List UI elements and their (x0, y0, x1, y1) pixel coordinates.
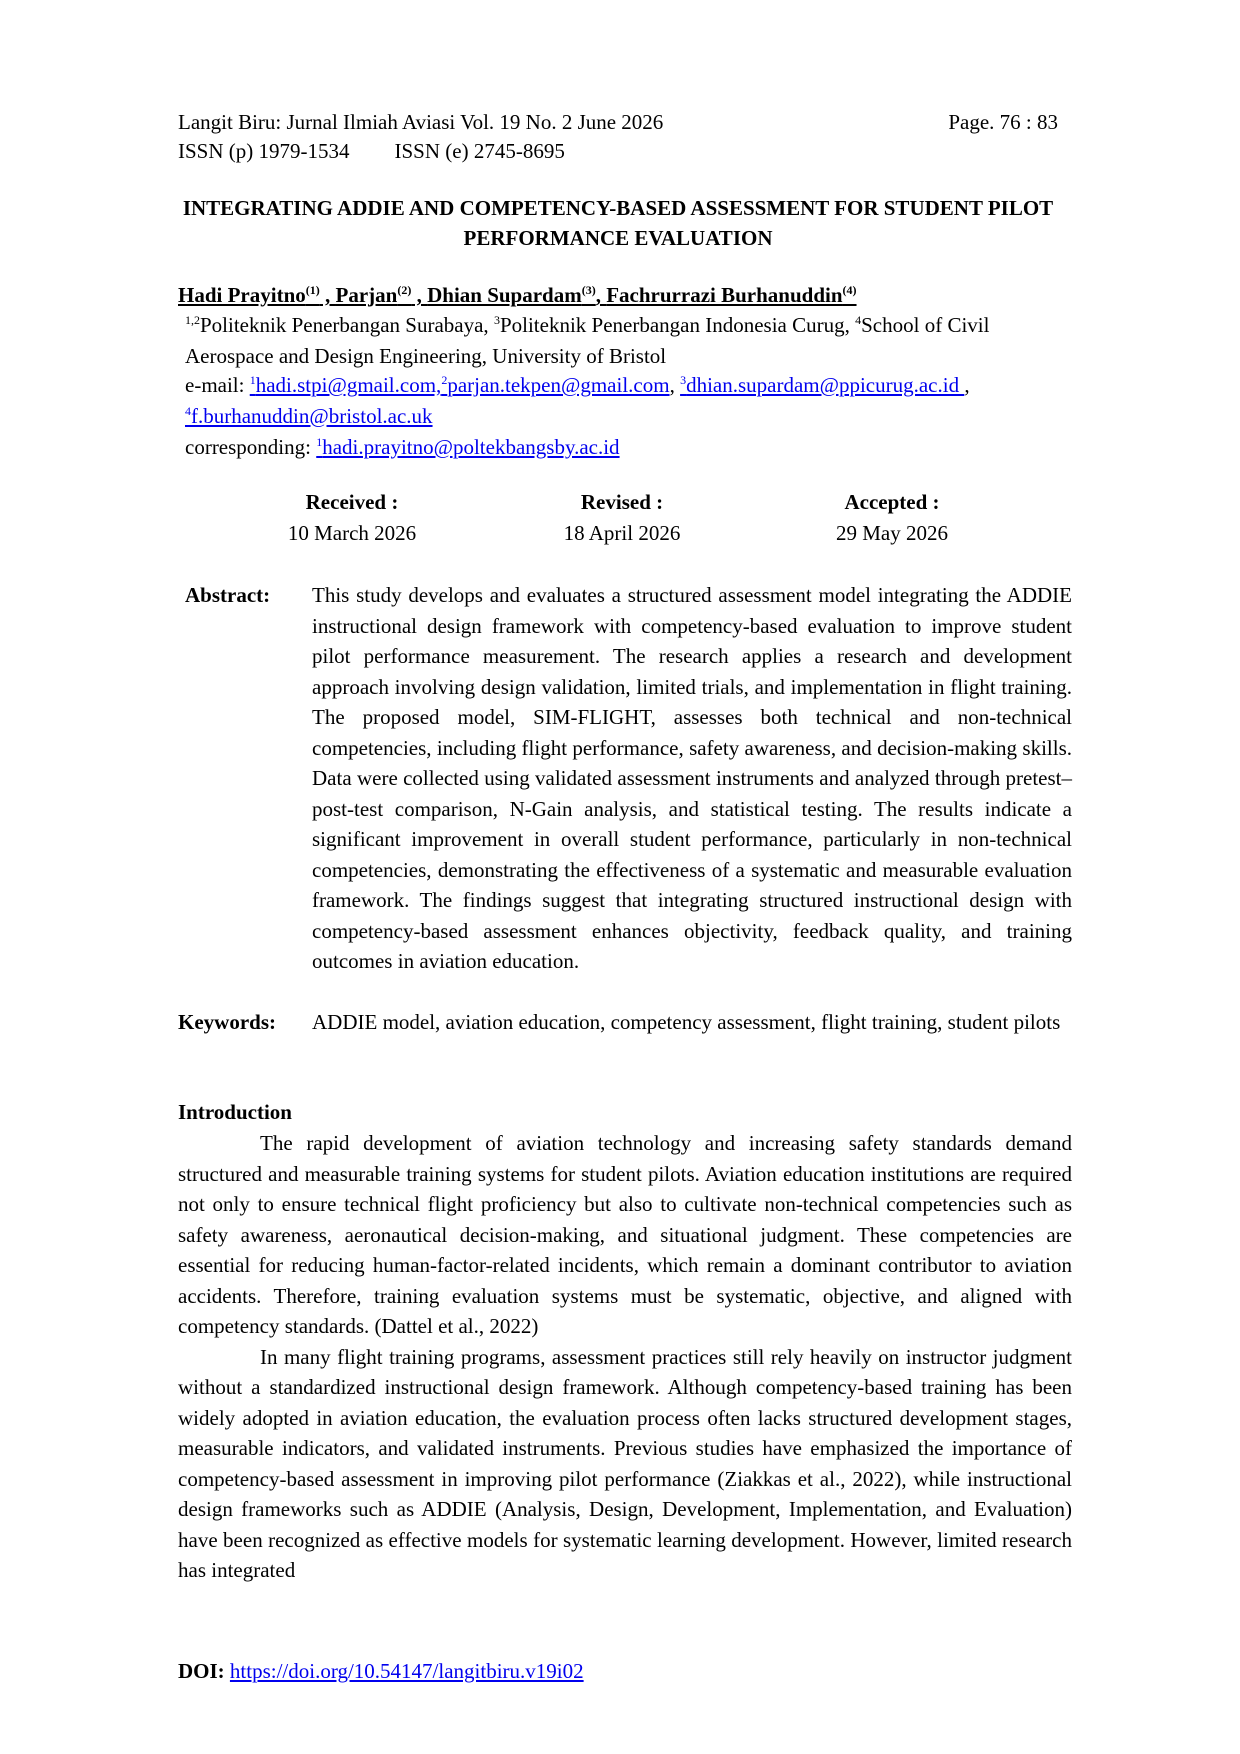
issn-electronic: ISSN (e) 2745-8695 (394, 139, 565, 163)
affiliations (185, 310, 1065, 371)
affil-institution: Politeknik Penerbangan Indonesia Curug, (499, 313, 856, 337)
email-line: e-mail: $^1$hadi.stpi@gmail.com,$^2$parjan.tekpen@gmail.com, $^3$dhian.supardam@ppicurug.ac.id , $^4$f.burhanuddin@bristol.ac.uk (185, 373, 970, 428)
affil-mark: 3 (493, 313, 500, 327)
email-label: e-mail: (185, 373, 250, 397)
author-name: Parjan (335, 283, 398, 307)
abstract-label: Abstract: (185, 583, 271, 607)
revised-label: Revised : (580, 490, 664, 514)
accepted-label: Accepted : (844, 490, 940, 514)
keywords-text: ADDIE model, aviation education, competency assessment, flight training, student pilots (312, 1010, 1061, 1034)
doi-footer (178, 1656, 584, 1687)
author-name: Hadi Prayitno (178, 283, 306, 307)
received-label: Received : (305, 490, 399, 514)
journal-name: Langit Biru: Jurnal Ilmiah Aviasi Vol. 19 No. 2 June 2026 (178, 110, 664, 134)
email-link-4[interactable]: $^4$f.burhanuddin@bristol.ac.uk (185, 403, 433, 428)
keywords-label: Keywords: (178, 1010, 276, 1034)
author-name: Fachrurrazi Burhanuddin (606, 283, 843, 307)
received-value: 10 March 2026 (287, 520, 417, 545)
corresponding-email-link[interactable]: $^1$hadi.prayitno@poltekbangsby.ac.id (316, 435, 620, 459)
doi-link[interactable]: https://doi.org/10.54147/langitbiru.v19i02 (229, 1659, 584, 1683)
issn-print: ISSN (p) 1979-1534 (178, 139, 350, 163)
email-link-2[interactable]: $^2$parjan.tekpen@gmail.com (441, 373, 670, 397)
author-mark: (2) (397, 283, 412, 297)
paragraph: The rapid development of aviation technology and increasing safety standards demand structured and measurable training systems for student pilots. Aviation education institutions are required not only to ensure technical flight proficiency but also to cultivate non-technical competencies such as safety awareness, aeronautical decision-making, and situational judgment. These competencies are essential for reducing human-factor-related incidents, which remain a dominant contributor to aviation accidents. Therefore, training evaluation systems must be systematic, objective, and aligned with competency standards. (Dattel et al., 2022) (178, 1131, 1072, 1338)
paragraph: In many flight training programs, assessment practices still rely heavily on instructor judgment without a standardized instructional design framework. Although competency-based training has been widely adopted in aviation education, the evaluation process often lacks structured development stages, measurable indicators, and validated instruments. Previous studies have emphasized the importance of competency-based assessment in improving pilot performance (Ziakkas et al., 2022), while instructional design frameworks such as ADDIE (Analysis, Design, Development, Implementation, and Evaluation) have been recognized as effective models for systematic learning development. However, limited research has integrated (178, 1344, 1072, 1582)
running-header (178, 107, 1058, 138)
revised-value: 18 April 2026 (563, 520, 681, 545)
affil-mark: 1,2 (185, 313, 200, 327)
affil-institution: School of Civil Aerospace and Design Engineering, University of Bristol (185, 313, 990, 368)
author-mark: (3) (581, 283, 596, 297)
doi-label: DOI: (178, 1659, 225, 1683)
revised-date (492, 487, 752, 548)
paper-title: INTEGRATING ADDIE AND COMPETENCY-BASED ASSESSMENT FOR STUDENT PILOT PERFORMANCE EVALUATION (182, 196, 1054, 250)
abstract-text: This study develops and evaluates a structured assessment model integrating the ADDIE instructional design framework with competency-based evaluation to improve student pilot performance measurement. The research applies a research and development approach involving design validation, limited trials, and implementation in flight training. The proposed model, SIM-FLIGHT, assesses both technical and non-technical competencies, including flight performance, safety awareness, and decision-making skills. Data were collected using validated assessment instruments and analyzed through pretest–post-test comparison, N-Gain analysis, and statistical testing. The results indicate a significant improvement in overall student performance, particularly in non-technical competencies, demonstrating the effectiveness of a systematic and measurable evaluation framework. The findings suggest that integrating structured instructional design with competency-based assessment enhances objectivity, feedback quality, and training outcomes in aviation education. (312, 583, 1072, 973)
email-link-1[interactable]: $^1$hadi.stpi@gmail.com, (249, 373, 442, 397)
accepted-date (762, 487, 1022, 548)
issn-line (178, 136, 565, 167)
email-link-3[interactable]: $^3$dhian.supardam@ppicurug.ac.id (680, 373, 965, 397)
page-range: Page. 76 : 83 (948, 110, 1058, 134)
section-heading: Introduction (178, 1100, 292, 1124)
author-list: Hadi Prayitno$^{(1)}$ , Parjan$^{(2)}$ , Dhian Supardam$^{(3)}$, Fachrurrazi Burhanuddin$^{(4)}$ (178, 283, 857, 307)
affil-institution: Politeknik Penerbangan Surabaya, (200, 313, 494, 337)
corresponding-line (185, 432, 620, 463)
author-mark: (4) (842, 283, 857, 297)
received-date (222, 487, 482, 548)
affil-mark: 4 (855, 313, 862, 327)
accepted-value: 29 May 2026 (836, 520, 948, 545)
corresponding-label: corresponding: (185, 435, 317, 459)
author-mark: (1) (305, 283, 320, 297)
introduction-body (178, 1128, 1072, 1586)
author-name: Dhian Supardam (427, 283, 582, 307)
